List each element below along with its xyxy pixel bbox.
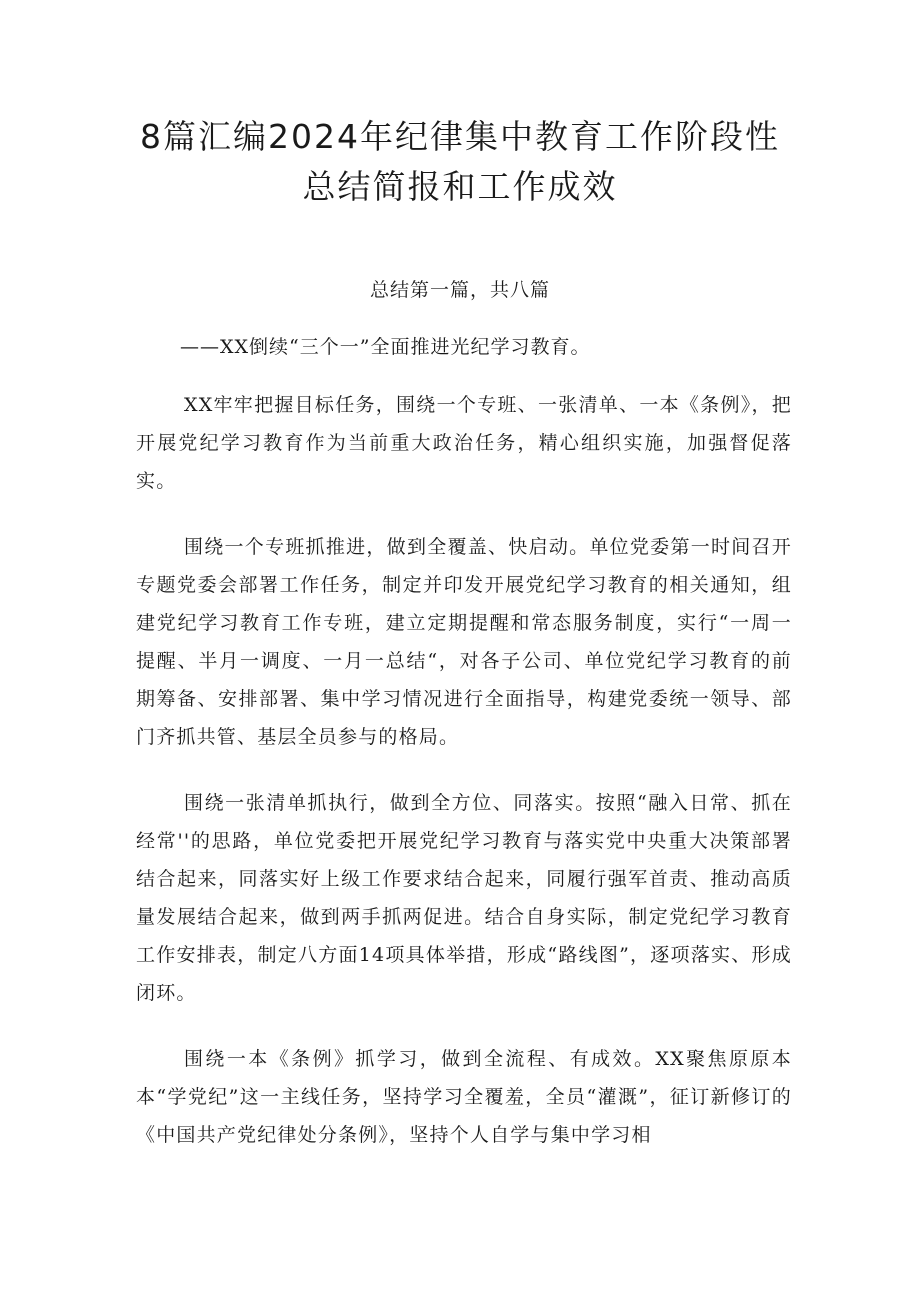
body-paragraph-2: 围绕一个专班抓推进，做到全覆盖、快启动。单位党委第一时间召开专题党委会部署工作任务，制定并印发开展党纪学习教育的相关通知，组建党纪学习教育工作专班，建立定期提醒和常态服务制度，实行“一周一提醒、半月一调度、一月一总结“，对各子公司、单位党纪学习教育的前期筹备、安排部署、集中学习情况进行全面指导，构建党委统一领导、部门齐抓共管、基层全员参与的格局。: [136, 536, 792, 748]
section-heading: 总结第一篇，共八篇: [369, 279, 550, 301]
body-paragraph-3: 围绕一张清单抓执行，做到全方位、同落实。按照“融入日常、抓在经常''的思路，单位党委把开展党纪学习教育与落实党中央重大决策部署结合起来，同落实好上级工作要求结合起来，同履行强军首责、推动高质量发展结合起来，做到两手抓两促进。结合自身实际，制定党纪学习教育工作安排表，制定八方面14项具体举措，形成“路线图”，逐项落实、形成闭环。: [136, 792, 792, 1004]
document-title: [0, 112, 920, 212]
document-title-line-2: 总结简报和工作成效: [302, 167, 618, 206]
document-body: [136, 386, 792, 1182]
document-title-line-1: 8篇汇编2024年纪律集中教育工作阶段性: [140, 117, 780, 156]
body-paragraph-1: XX牢牢把握目标任务，围绕一个专班、一张清单、一本《条例》，把开展党纪学习教育作为当前重大政治任务，精心组织实施，加强督促落实。: [136, 394, 792, 492]
section-subtitle: ——XX倒续“三个一”全面推进光纪学习教育。: [180, 336, 591, 358]
body-paragraph-4: 围绕一本《条例》抓学习，做到全流程、有成效。XX聚焦原原本本“学党纪”这一主线任务，坚持学习全覆羞，全员“灌溉”，征订新修订的《中国共产党纪律处分条例》，坚持个人自学与集中学习相: [136, 1048, 792, 1146]
